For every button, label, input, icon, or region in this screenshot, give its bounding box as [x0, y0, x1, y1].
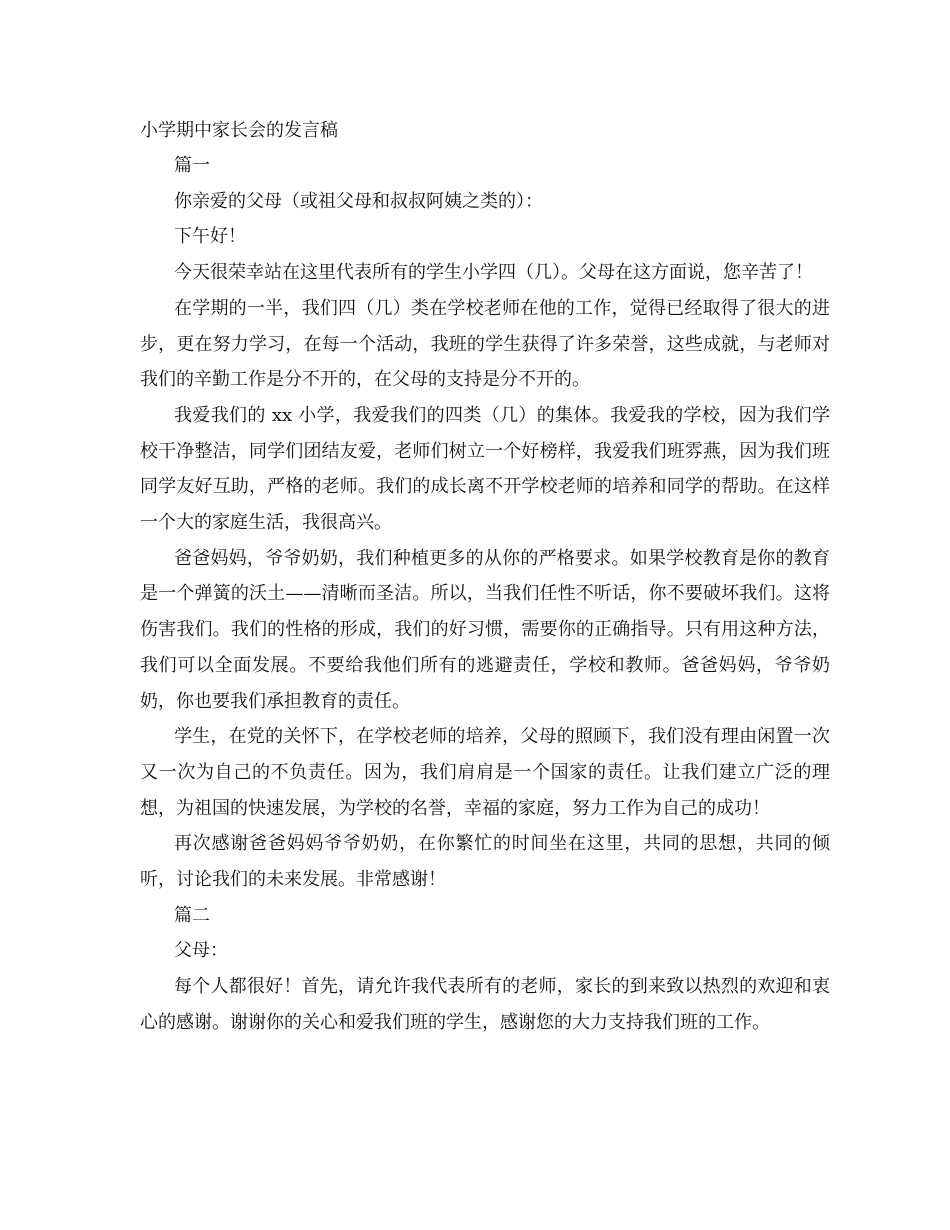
- greeting: 下午好！: [174, 226, 246, 248]
- paragraph: 我爱我们的 xx 小学，我爱我们的四类（几）的集体。我爱我的学校，因为我们学校干净整洁，同学们团结友爱，老师们树立一个好榜样，我爱我们班雰燕，因为我们班同学友好互助，严格的老师。我们的成长离不开学校老师的培养和同学的帮助。在这样一个大的家庭生活，我很高兴。: [140, 404, 830, 534]
- section-heading-1: 篇一: [174, 155, 210, 176]
- document-body: [140, 148, 830, 1041]
- paragraph: 在学期的一半，我们四（几）类在学校老师在他的工作，觉得已经取得了很大的进步，更在努力学习，在每一个活动，我班的学生获得了许多荣誉，这些成就，与老师对我们的辛勤工作是分不开的，在父母的支持是分不开的。: [140, 297, 830, 391]
- paragraph: 今天很荣幸站在这里代表所有的学生小学四（几）。父母在这方面说，您辛苦了！: [174, 262, 813, 284]
- paragraph: 每个人都很好！首先，请允许我代表所有的老师，家长的到来致以热烈的欢迎和衷心的感谢。谢谢你的关心和爱我们班的学生，感谢您的大力支持我们班的工作。: [140, 976, 830, 1033]
- section-heading-2: 篇二: [174, 904, 210, 926]
- paragraph: 学生，在党的关怀下，在学校老师的培养，父母的照顾下，我们没有理由闲置一次又一次为自己的不负责任。因为，我们肩肩是一个国家的责任。让我们建立广泛的理想，为祖国的快速发展，为学校的名誉，幸福的家庭，努力工作为自己的成功！: [140, 726, 830, 819]
- salutation: 父母：: [174, 940, 228, 962]
- salutation: 你亲爱的父母（或祖父母和叔叔阿姨之类的）：: [174, 190, 543, 212]
- paragraph: 再次感谢爸爸妈妈爷爷奶奶，在你繁忙的时间坐在这里，共同的思想，共同的倾听，讨论我们的未来发展。非常感谢！: [140, 833, 830, 891]
- document-title: 小学期中家长会的发言稿: [140, 120, 338, 141]
- paragraph: 爸爸妈妈，爷爷奶奶，我们种植更多的从你的严格要求。如果学校教育是你的教育是一个弹簧的沃土——清晰而圣洁。所以，当我们任性不听话，你不要破坏我们。这将伤害我们。我们的性格的形成，我们的好习惯，需要你的正确指导。只有用这种方法，我们可以全面发展。不要给我他们所有的逃避责任，学校和教师。爸爸妈妈，爷爷奶奶，你也要我们承担教育的责任。: [140, 547, 830, 712]
